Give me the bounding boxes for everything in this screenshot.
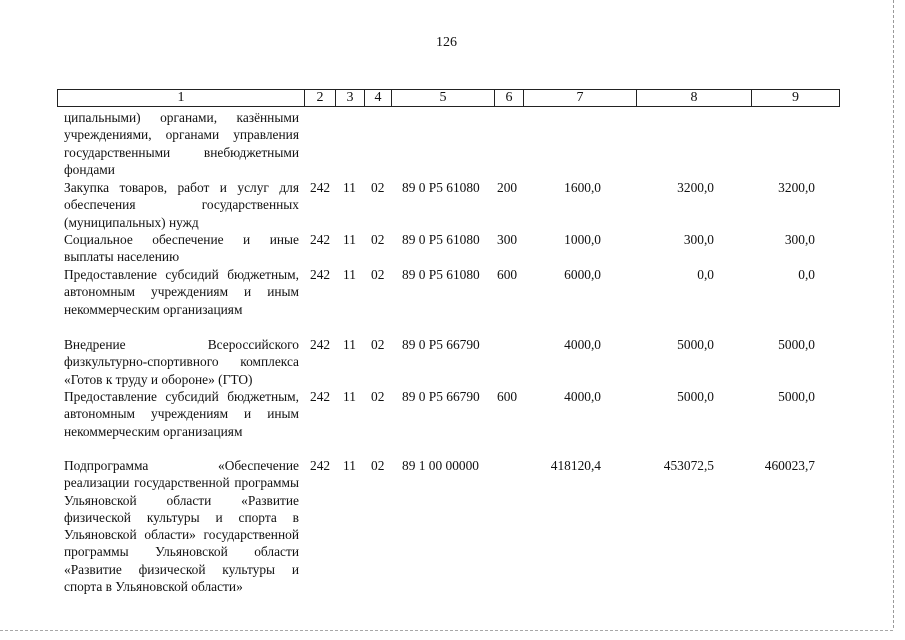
cell-amount-col8: 5000,0 bbox=[677, 337, 714, 352]
column-header-table bbox=[57, 89, 840, 107]
cell-section: 11 bbox=[343, 458, 356, 473]
cell-ministry-code: 242 bbox=[310, 458, 331, 473]
cell-amount-col9: 0,0 bbox=[798, 267, 815, 282]
cell-section: 11 bbox=[343, 389, 356, 404]
column-header-7: 7 bbox=[524, 90, 637, 107]
cell-amount-col7: 418120,4 bbox=[550, 458, 601, 473]
column-header-9: 9 bbox=[752, 90, 840, 107]
row-description: Социальное обеспечение и иные выплаты населению bbox=[64, 232, 299, 265]
cell-subsection: 02 bbox=[371, 389, 385, 404]
cell-section: 11 bbox=[343, 337, 356, 352]
column-header-1: 1 bbox=[58, 90, 305, 107]
cell-amount-col7: 1600,0 bbox=[564, 180, 601, 195]
cell-amount-col8: 453072,5 bbox=[663, 458, 714, 473]
column-header-2: 2 bbox=[305, 90, 336, 107]
cell-amount-col9: 460023,7 bbox=[764, 458, 815, 473]
cell-amount-col9: 300,0 bbox=[784, 232, 815, 247]
column-header-4: 4 bbox=[365, 90, 392, 107]
cell-target-article: 89 0 Р5 66790 bbox=[402, 389, 480, 404]
page-edge-right bbox=[893, 0, 894, 628]
cell-target-article: 89 0 Р5 61080 bbox=[402, 232, 480, 247]
cell-subsection: 02 bbox=[371, 267, 385, 282]
row-description: Подпрограмма «Обеспечение реализации государственной программы Ульяновской области «Развитие физической культуры и спорта в Ульяновской области» государственной программы Ульяновской области «Развитие физической культуры и спорта в Ульяновской области» bbox=[64, 458, 299, 595]
page-number: 126 bbox=[436, 35, 457, 50]
page-edge-bottom bbox=[0, 630, 893, 631]
row-description: Предоставление субсидий бюджетным, автономным учреждениям и иным некоммерческим организациям bbox=[64, 267, 299, 317]
row-description: Внедрение Всероссийского физкультурно-спортивного комплекса «Готов к труду и обороне» (ГТО) bbox=[64, 337, 299, 387]
cell-amount-col9: 5000,0 bbox=[778, 337, 815, 352]
row-description: ципальными) органами, казёнными учреждениями, органами управления государственными внебюджетными фондами bbox=[64, 110, 299, 177]
cell-subsection: 02 bbox=[371, 180, 385, 195]
cell-amount-col8: 5000,0 bbox=[677, 389, 714, 404]
cell-ministry-code: 242 bbox=[310, 389, 331, 404]
column-header-5: 5 bbox=[392, 90, 495, 107]
cell-target-article: 89 1 00 00000 bbox=[402, 458, 479, 473]
cell-target-article: 89 0 Р5 61080 bbox=[402, 267, 480, 282]
cell-ministry-code: 242 bbox=[310, 267, 331, 282]
cell-amount-col7: 1000,0 bbox=[564, 232, 601, 247]
cell-ministry-code: 242 bbox=[310, 232, 331, 247]
cell-expense-type: 600 bbox=[497, 267, 518, 282]
cell-amount-col8: 3200,0 bbox=[677, 180, 714, 195]
column-header-6: 6 bbox=[495, 90, 524, 107]
cell-target-article: 89 0 Р5 66790 bbox=[402, 337, 480, 352]
cell-amount-col7: 4000,0 bbox=[564, 337, 601, 352]
cell-amount-col8: 300,0 bbox=[683, 232, 714, 247]
cell-expense-type: 300 bbox=[497, 232, 518, 247]
cell-subsection: 02 bbox=[371, 337, 385, 352]
cell-subsection: 02 bbox=[371, 458, 385, 473]
cell-ministry-code: 242 bbox=[310, 337, 331, 352]
cell-expense-type: 200 bbox=[497, 180, 518, 195]
row-description: Закупка товаров, работ и услуг для обеспечения государственных (муниципальных) нужд bbox=[64, 180, 299, 230]
cell-section: 11 bbox=[343, 232, 356, 247]
cell-expense-type: 600 bbox=[497, 389, 518, 404]
cell-ministry-code: 242 bbox=[310, 180, 331, 195]
column-header-3: 3 bbox=[336, 90, 365, 107]
column-header-8: 8 bbox=[637, 90, 752, 107]
row-description: Предоставление субсидий бюджетным, автономным учреждениям и иным некоммерческим организациям bbox=[64, 389, 299, 439]
cell-amount-col7: 6000,0 bbox=[564, 267, 601, 282]
cell-amount-col9: 3200,0 bbox=[778, 180, 815, 195]
cell-subsection: 02 bbox=[371, 232, 385, 247]
cell-amount-col9: 5000,0 bbox=[778, 389, 815, 404]
cell-amount-col7: 4000,0 bbox=[564, 389, 601, 404]
cell-section: 11 bbox=[343, 180, 356, 195]
cell-section: 11 bbox=[343, 267, 356, 282]
cell-amount-col8: 0,0 bbox=[697, 267, 714, 282]
cell-target-article: 89 0 Р5 61080 bbox=[402, 180, 480, 195]
